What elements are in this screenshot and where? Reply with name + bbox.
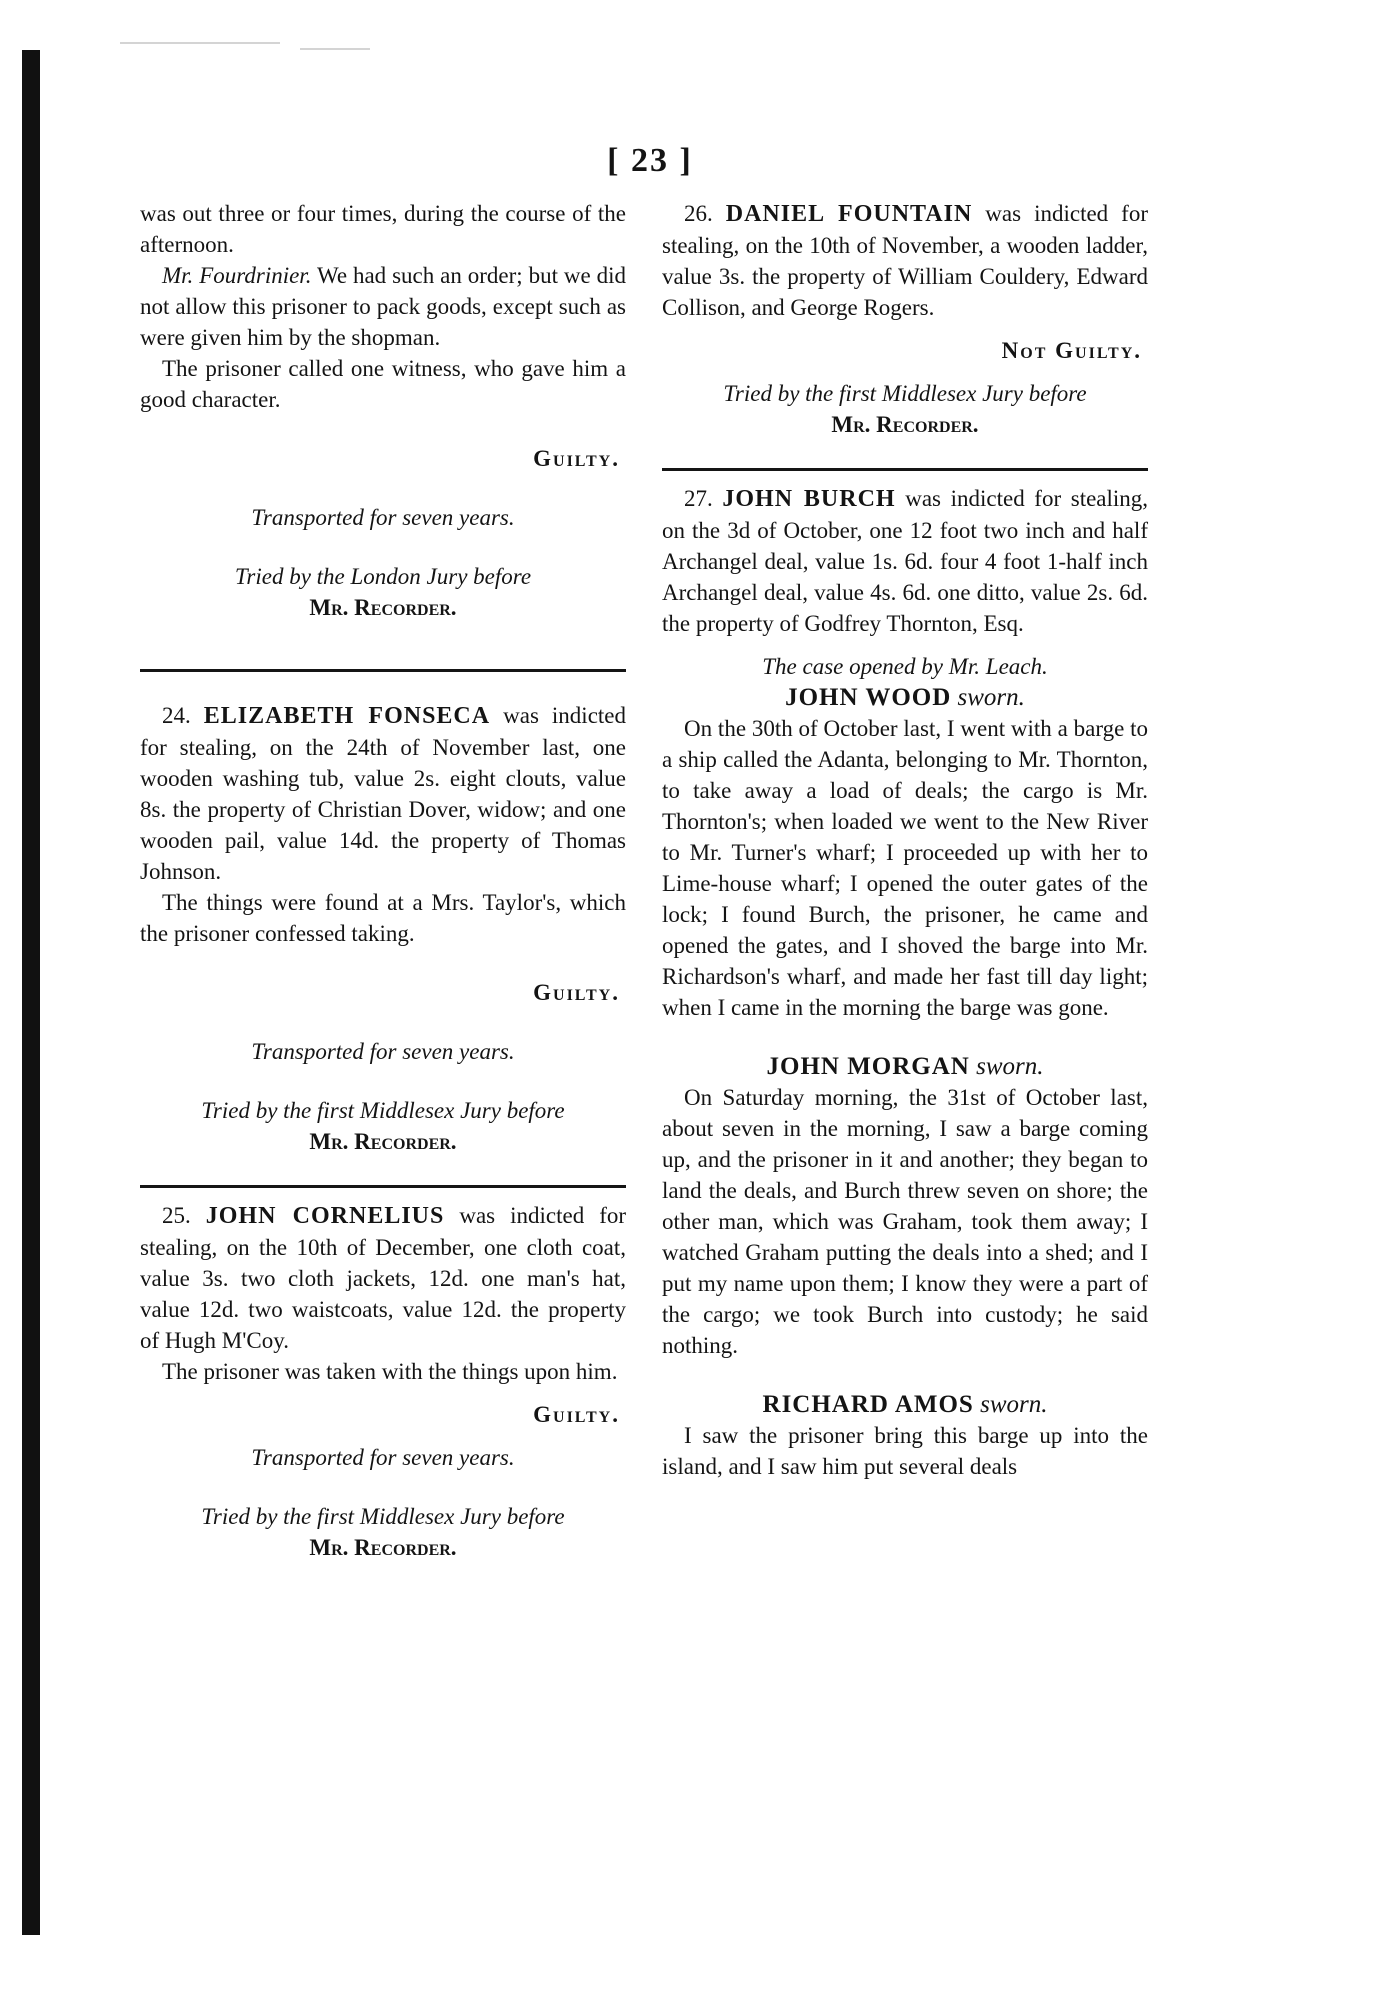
right-column [662,198,1148,1482]
evidence-text: The things were found at a Mrs. Taylor's, which the prisoner confessed taking. [140,890,626,946]
case-number: 24. [162,703,191,728]
sentence: Transported for seven years. [251,1039,515,1064]
left-column [140,198,626,1563]
case-number: 26. [684,201,713,226]
indictment-text: was indicted for stealing, on the 10th of December, one cloth coat, value 3s. two cloth jackets, 12d. one man's hat, value 12d. two waistcoats, value 12d. the property of Hugh M'Coy. [140,1203,627,1353]
witness-testimony: On Saturday morning, the 31st of October last, about seven in the morning, I saw a barge coming up, and the prisoner in it and another; they began to land the deals, and Burch threw seven on shore; the other man, which was Graham, took them away; I watched Graham putting the deals into a shed; and I put my name upon them; I know they were a part of the cargo; we took Burch into custody; he said nothing. [662,1085,1148,1358]
recorder-line: Mr. Recorder. [309,1129,457,1154]
tried-by-line: Tried by the London Jury before [234,564,532,589]
continued-text: was out three or four times, during the course of the afternoon. [140,201,626,257]
indictment-text: was indicted for stealing, on the 10th of November, a wooden ladder, value 3s. the property of William Couldery, Edward Collison, and George Rogers. [662,201,1148,320]
tried-by-line: Tried by the first Middlesex Jury before [723,381,1087,406]
case-number: 25. [162,1203,191,1228]
witness-name: JOHN WOOD [785,684,952,711]
case-entry-25 [140,1200,626,1356]
recorder-line: Mr. Recorder. [831,412,979,437]
fourdrinier-testimony [140,260,626,353]
testimony-text: We had such an order; but we did not allow this prisoner to pack goods, except such as were given him by the shopman. [140,263,626,350]
witness-heading [662,682,1148,713]
defendant-name: ELIZABETH FONSECA [203,703,491,729]
sentence: Transported for seven years. [251,1445,515,1470]
tried-by-line: Tried by the first Middlesex Jury before [201,1098,565,1123]
defendant-name: JOHN BURCH [722,486,896,512]
witness-testimony: On the 30th of October last, I went with a barge to a ship called the Adanta, belonging to Mr. Thornton, to take away a load of deals; the cargo is Mr. Thornton's; when loaded we went to the New River to Mr. Turner's wharf; I proceeded up with her to Lime-house wharf; I opened the outer gates of the lock; I found Burch, the prisoner, he came and opened the gates, and I shoved the barge into Mr. Richardson's wharf, and made her fast till day light; when I came in the morning the barge was gone. [662,716,1148,1020]
verdict: Not Guilty. [1001,338,1142,363]
sentence: Transported for seven years. [251,505,515,530]
verdict: Guilty. [533,980,620,1005]
recorder-line: Mr. Recorder. [309,1535,457,1560]
book-spine-shadow [22,50,40,1935]
sworn-label: sworn. [980,1391,1048,1418]
case-number: 27. [684,486,713,511]
witness-testimony: I saw the prisoner bring this barge up into the island, and I saw him put several deals [662,1423,1148,1479]
speaker-name: Mr. Fourdrinier. [162,263,312,288]
witness-heading [662,1389,1148,1420]
defendant-name: DANIEL FOUNTAIN [725,201,973,227]
scan-noise [120,42,280,44]
evidence-text: The prisoner was taken with the things upon him. [162,1359,618,1384]
witness-name: RICHARD AMOS [762,1391,974,1418]
tried-by-line: Tried by the first Middlesex Jury before [201,1504,565,1529]
verdict: Guilty. [533,1402,620,1427]
witness-line: The prisoner called one witness, who gave him a good character. [140,356,626,412]
sworn-label: sworn. [957,684,1025,711]
sworn-label: sworn. [976,1053,1044,1080]
case-opened-line: The case opened by Mr. Leach. [762,654,1048,679]
case-entry-26 [662,198,1148,323]
witness-heading [662,1051,1148,1082]
scan-noise [300,48,370,50]
defendant-name: JOHN CORNELIUS [205,1203,445,1229]
case-entry-27 [662,483,1148,639]
page-number: [ 23 ] [607,142,693,179]
indictment-text: was indicted for stealing, on the 3d of October, one 12 foot two inch and half Archangel deal, value 1s. 6d. four 4 foot 1-half inch Archangel deal, value 4s. 6d. one ditto, value 2s. 6d. the property of Godfrey Thornton, Esq. [662,486,1149,636]
witness-name: JOHN MORGAN [766,1053,970,1080]
recorder-line: Mr. Recorder. [309,595,457,620]
verdict: Guilty. [533,446,620,471]
indictment-text: was indicted for stealing, on the 24th of November last, one wooden washing tub, value 2s. eight clouts, value 8s. the property of Christian Dover, widow; and one wooden pail, value 14d. the property of Thomas Johnson. [140,703,626,884]
case-entry-24 [140,700,626,887]
